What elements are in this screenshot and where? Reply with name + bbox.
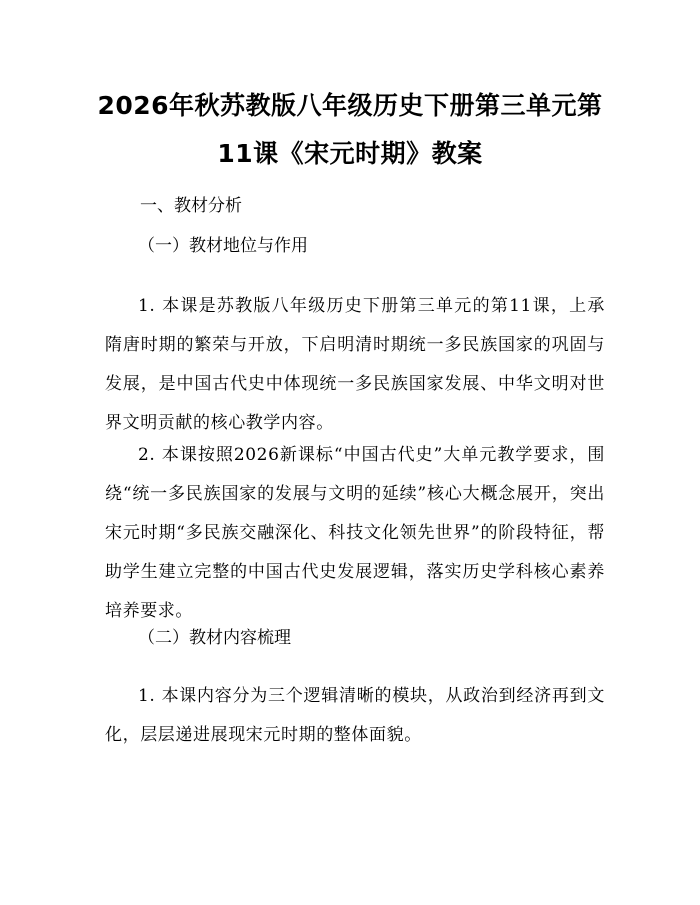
subsection-heading-content: （二）教材内容梳理 — [138, 628, 291, 648]
subsection-heading-position: （一）教材地位与作用 — [138, 236, 308, 256]
paragraph-2: 2. 本课按照2026新课标“中国古代史”大单元教学要求，围绕“统一多民族国家的发展与文明的延续”核心大概念展开，突出宋元时期“多民族交融深化、科技文化领先世界”的阶段特征，帮助学生建立完整的中国古代史发展逻辑，落实历史学科核心素养培养要求。 — [105, 445, 605, 621]
section-heading-analysis: 一、教材分析 — [140, 196, 242, 216]
paragraph-3: 1. 本课内容分为三个逻辑清晰的模块，从政治到经济再到文化，层层递进展现宋元时期的整体面貌。 — [105, 686, 605, 745]
title-line-2: 11课《宋元时期》教案 — [217, 139, 483, 168]
document-title — [60, 82, 640, 178]
paragraph-1: 1. 本课是苏教版八年级历史下册第三单元的第11课，上承隋唐时期的繁荣与开放，下启明清时期统一多民族国家的巩固与发展，是中国古代史中体现统一多民族国家发展、中华文明对世界文明贡献的核心教学内容。 — [105, 296, 605, 433]
title-line-1: 2026年秋苏教版八年级历史下册第三单元第 — [97, 91, 603, 120]
